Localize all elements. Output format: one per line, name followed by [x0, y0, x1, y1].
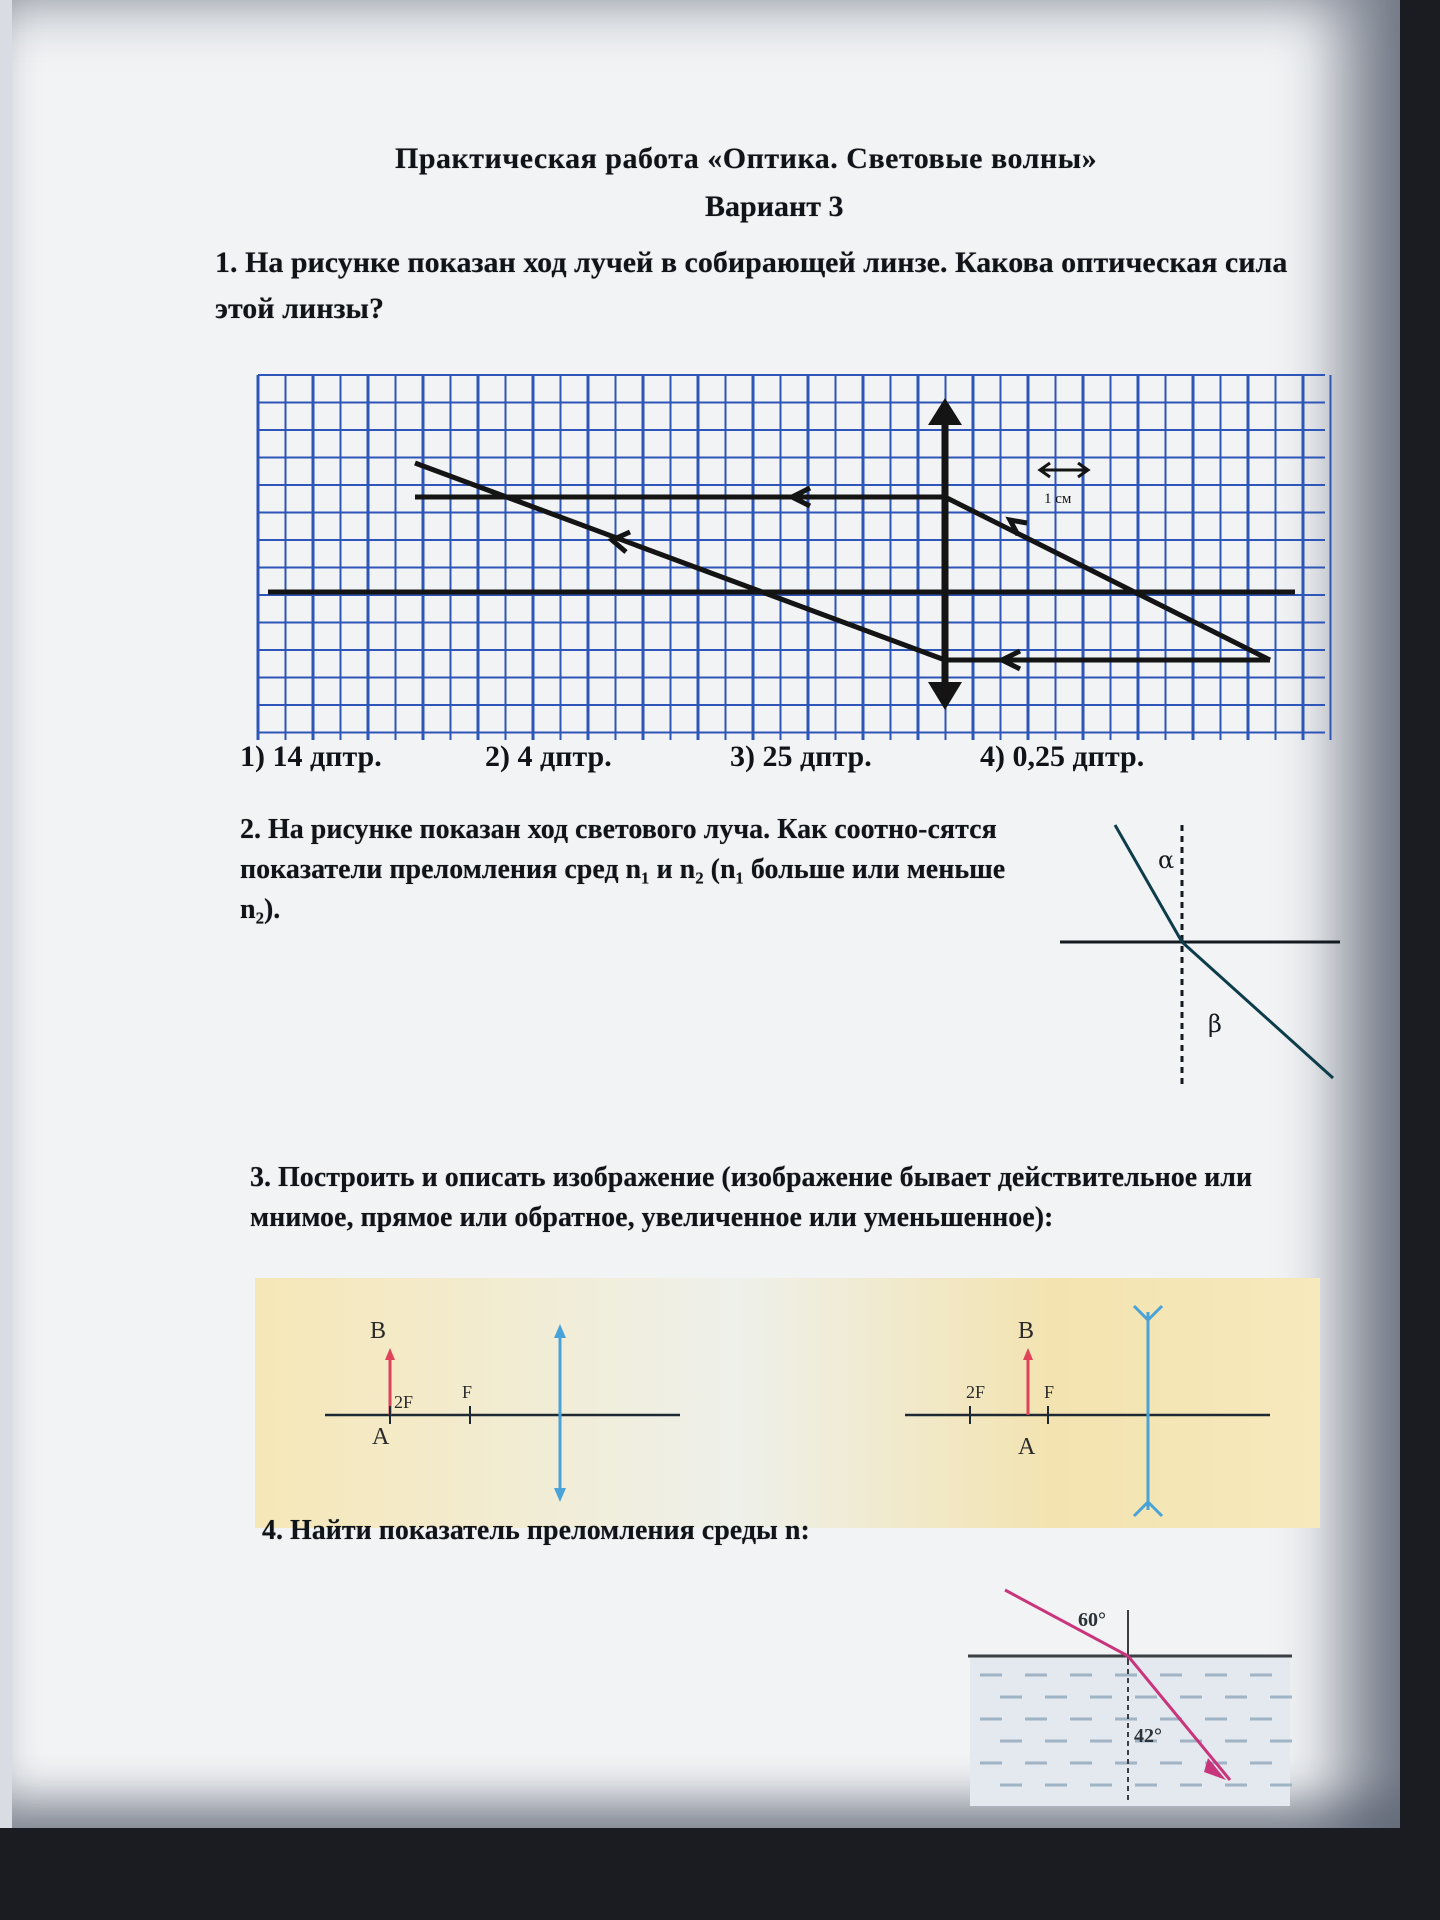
incidence-angle-label: 60°: [1078, 1609, 1106, 1631]
page-margin: [0, 0, 12, 1828]
scale-label: 1 см: [1044, 491, 1072, 507]
focus-label: F: [462, 1382, 473, 1402]
refraction-index-figure: [960, 1580, 1300, 1810]
question-1-text: 1. На рисунке показан ход лучей в собирающей линзе. Какова оптическая сила этой линзы?: [215, 246, 1288, 325]
question-3-text: 3. Построить и описать изображение (изображение бывает действительное или мнимое, прямое или обратное, увеличенное или уменьшенное):: [250, 1162, 1253, 1233]
angle-alpha-label: α: [1158, 846, 1175, 874]
question-4-text: 4. Найти показатель преломления среды n:: [262, 1515, 810, 1546]
refraction-figure: [1050, 810, 1350, 1090]
answer-option-3: 3) 25 дптр.: [730, 740, 872, 773]
converging-lens-diagram: [300, 1298, 700, 1548]
question-2-text: 2. На рисунке показан ход светового луча. Как соотно-сятся показатели преломления сред n₁ и n₂ (n₁ больше или меньше n₂).: [240, 814, 1006, 925]
point-b-label: B: [1018, 1318, 1035, 1344]
point-a-label: A: [372, 1424, 390, 1450]
point-a-label: A: [1018, 1434, 1036, 1460]
variant-label: Вариант 3: [705, 190, 844, 223]
answer-option-1: 1) 14 дптр.: [240, 740, 382, 773]
focus-label: F: [1044, 1382, 1055, 1402]
point-b-label: B: [370, 1318, 387, 1344]
diverging-lens-diagram: [900, 1298, 1300, 1548]
double-focus-label: 2F: [966, 1382, 986, 1402]
answer-option-4: 4) 0,25 дптр.: [980, 740, 1145, 773]
double-focus-label: 2F: [394, 1392, 414, 1412]
page-title: Практическая работа «Оптика. Световые волны»: [395, 142, 1098, 175]
answer-option-2: 2) 4 дптр.: [485, 740, 612, 773]
angle-beta-label: β: [1208, 1010, 1222, 1038]
refraction-angle-label: 42°: [1134, 1725, 1162, 1747]
